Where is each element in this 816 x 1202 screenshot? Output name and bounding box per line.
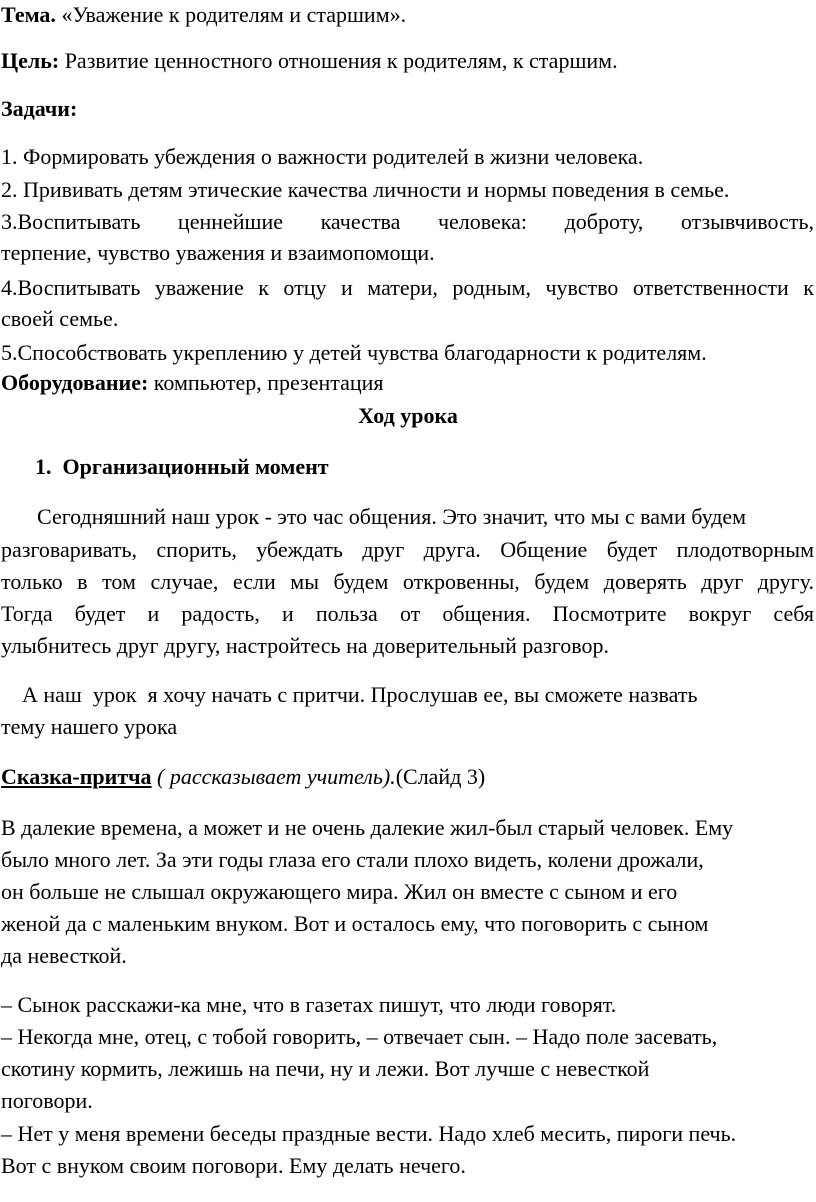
task-2: 2. Прививать детям этические качества личности и нормы поведения в семье. bbox=[1, 177, 730, 202]
dialogue-line-4: поговори. bbox=[1, 1088, 93, 1113]
task-1: 1. Формировать убеждения о важности родителей в жизни человека. bbox=[1, 144, 644, 169]
topic-text: «Уважение к родителям и старшим». bbox=[61, 2, 407, 27]
dialogue-line-6: Вот с внуком своим поговори. Ему делать нечего. bbox=[1, 1153, 466, 1178]
parable-intro-line-2: тему нашего урока bbox=[1, 714, 178, 739]
goal-line bbox=[1, 45, 814, 76]
story-line-2: было много лет. За эти годы глаза его стали плохо видеть, колени дрожали, bbox=[1, 847, 704, 872]
dialogue-line-2: – Некогда мне, отец, с тобой говорить, – отвечает сын. – Надо поле засевать, bbox=[1, 1024, 718, 1049]
lesson-title-text: Ход урока bbox=[358, 403, 458, 428]
tasks-label: Задачи: bbox=[1, 96, 78, 121]
task-3-line-1: 3.Воспитывать ценнейшие качества человека: доброту, отзывчивость, bbox=[1, 209, 814, 234]
tale-slide: (Слайд 3) bbox=[395, 764, 486, 789]
story-line-1: В далекие времена, а может и не очень далекие жил-был старый человек. Ему bbox=[1, 815, 734, 840]
task-4-line-2: своей семье. bbox=[1, 306, 119, 331]
section-1-number: 1. bbox=[35, 454, 52, 479]
tale-label: Сказка-притча bbox=[1, 764, 152, 789]
goal-text: Развитие ценностного отношения к родителям, к старшим. bbox=[64, 48, 618, 73]
equipment-line bbox=[1, 367, 814, 398]
equipment-label: Оборудование: bbox=[1, 370, 149, 395]
tasks-heading bbox=[1, 93, 814, 124]
section-1-heading bbox=[35, 451, 735, 482]
dialogue-line-1: – Сынок расскажи-ка мне, что в газетах пишут, что люди говорят. bbox=[1, 992, 617, 1017]
task-3-line-2: терпение, чувство уважения и взаимопомощи. bbox=[1, 240, 435, 265]
parable-intro-line-1: А наш урок я хочу начать с притчи. Прослушав ее, вы сможете назвать bbox=[22, 682, 698, 707]
goal-label: Цель: bbox=[1, 48, 60, 73]
dialogue-line-5: – Нет у меня времени беседы праздные вести. Надо хлеб месить, пироги печь. bbox=[1, 1121, 737, 1146]
intro-line-5: улыбнитесь друг другу, настройтесь на доверительный разговор. bbox=[1, 633, 610, 658]
intro-line-2: разговаривать, спорить, убеждать друг друга. Общение будет плодотворным bbox=[1, 537, 814, 562]
story-line-3: он больше не слышал окружающего мира. Жил он вместе с сыном и его bbox=[1, 879, 678, 904]
intro-line-4: Тогда будет и радость, и польза от общения. Посмотрите вокруг себя bbox=[1, 601, 814, 626]
dialogue-line-3: скотину кормить, лежишь на печи, ну и лежи. Вот лучше с невесткой bbox=[1, 1056, 650, 1081]
story-line-5: да невесткой. bbox=[1, 943, 127, 968]
tale-heading bbox=[1, 761, 814, 792]
lesson-title bbox=[0, 400, 816, 431]
topic-label: Тема. bbox=[1, 2, 56, 27]
tale-note: ( рассказывает учитель). bbox=[157, 764, 396, 789]
section-1-title: Организационный момент bbox=[62, 454, 329, 479]
topic-line bbox=[1, 0, 814, 30]
intro-line-3: только в том случае, если мы будем откровенны, будем доверять друг другу. bbox=[1, 569, 814, 594]
task-4-line-1: 4.Воспитывать уважение к отцу и матери, родным, чувство ответственности к bbox=[1, 275, 814, 300]
task-5: 5.Способствовать укреплению у детей чувства благодарности к родителям. bbox=[1, 340, 707, 365]
equipment-text: компьютер, презентация bbox=[153, 370, 384, 395]
intro-line-1: Сегодняшний наш урок - это час общения. Это значит, что мы с вами будем bbox=[37, 504, 747, 529]
story-line-4: женой да с маленьким внуком. Вот и осталось ему, что поговорить с сыном bbox=[1, 911, 709, 936]
